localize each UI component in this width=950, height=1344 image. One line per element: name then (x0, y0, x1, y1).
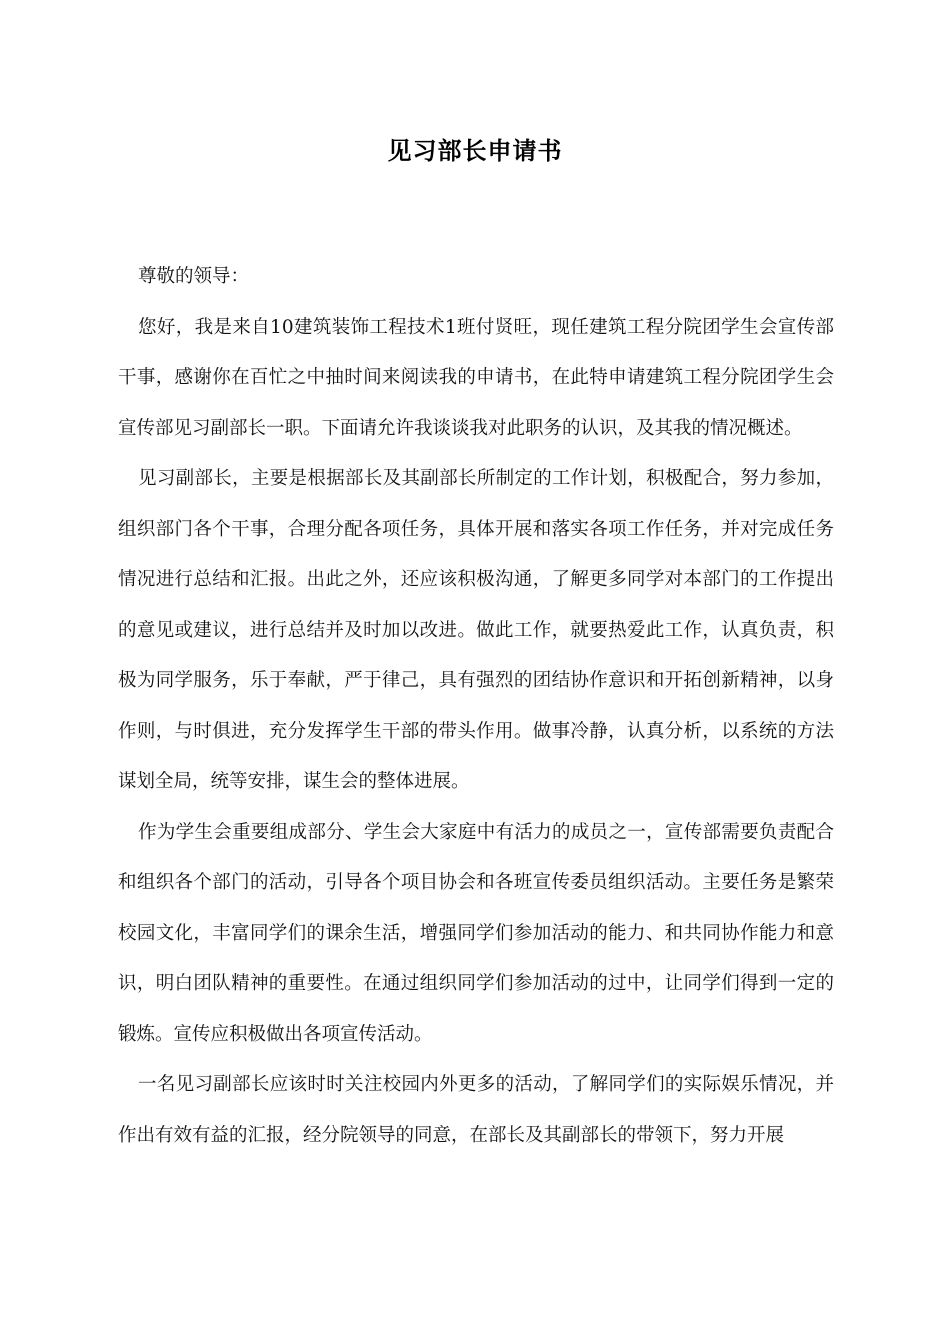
paragraph-department-duties: 作为学生会重要组成部分、学生会大家庭中有活力的成员之一，宣传部需要负责配合和组织各个部门的活动，引导各个项目协会和各班宣传委员组织活动。主要任务是繁荣校园文化，丰富同学们的课余生活，增强同学们参加活动的能力、和共同协作能力和意识，明白团队精神的重要性。在通过组织同学们参加活动的过中，让同学们得到一定的锻炼。宣传应积极做出各项宣传活动。 (118, 821, 834, 1045)
paragraph-role-description: 见习副部长，主要是根据部长及其副部长所制定的工作计划，积极配合，努力参加，组织部门各个干事，合理分配各项任务，具体开展和落实各项工作任务，并对完成任务情况进行总结和汇报。出此之外，还应该积极沟通，了解更多同学对本部门的工作提出的意见或建议，进行总结并及时加以改进。做此工作，就要热爱此工作，认真负责，积极为同学服务，乐于奉献，严于律己，具有强烈的团结协作意识和开拓创新精神，以身作则，与时俱进，充分发挥学生干部的带头作用。做事冷静，认真分析，以系统的方法谋划全局，统等安排，谋生会的整体进展。 (118, 468, 834, 792)
document-body (118, 252, 834, 1161)
paragraph-responsibilities: 一名见习副部长应该时时关注校园内外更多的活动，了解同学们的实际娱乐情况，并作出有效有益的汇报，经分院领导的同意，在部长及其副部长的带领下，努力开展 (118, 1074, 834, 1146)
paragraph-intro: 您好，我是来自10建筑装饰工程技术1班付贤旺，现任建筑工程分院团学生会宣传部干事，感谢你在百忙之中抽时间来阅读我的申请书，在此特申请建筑工程分院团学生会宣传部见习副部长一职。下面请允许我谈谈我对此职务的认识，及其我的情况概述。 (118, 316, 834, 439)
salutation: 尊敬的领导： (138, 266, 250, 287)
document-title: 见习部长申请书 (387, 137, 563, 165)
